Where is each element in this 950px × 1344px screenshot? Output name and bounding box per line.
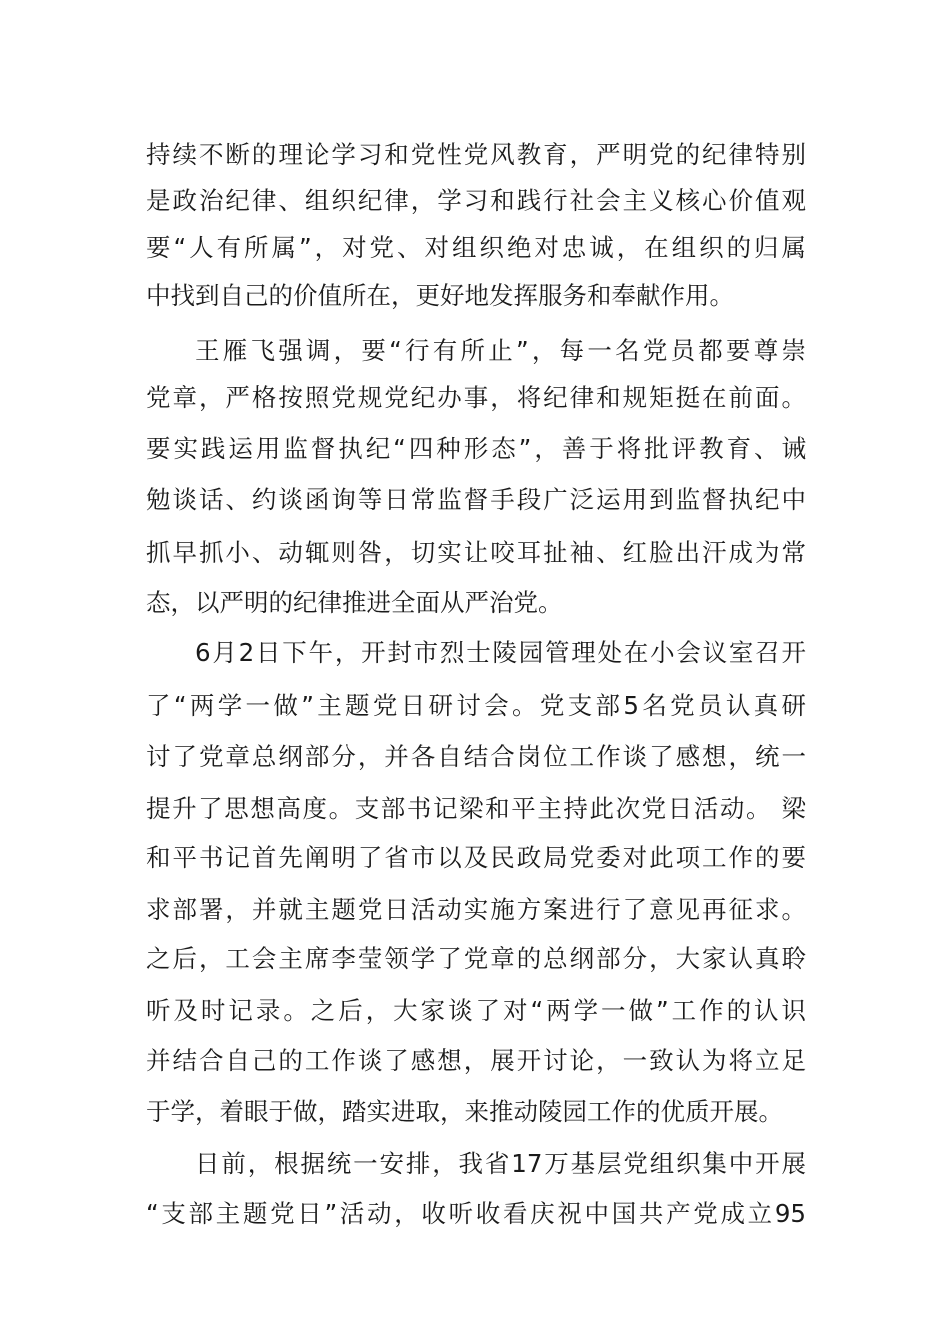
text-line: 态，以严明的纪律推进全面从严治党。 (146, 588, 563, 617)
text-line: 求部署，并就主题党日活动实施方案进行了意见再征求。 (146, 895, 806, 924)
text-line: 中找到自己的价值所在，更好地发挥服务和奉献作用。 (146, 281, 734, 310)
text-line: 党章，严格按照党规党纪办事，将纪律和规矩挺在前面。 (146, 383, 806, 412)
text-line: 勉谈话、约谈函询等日常监督手段广泛运用到监督执纪中 (146, 485, 806, 514)
text-line: 抓早抓小、动辄则咎，切实让咬耳扯袖、红脸出汗成为常 (146, 538, 806, 567)
text-line: 于学，着眼于做，踏实进取，来推动陵园工作的优质开展。 (146, 1097, 783, 1126)
text-line: 和平书记首先阐明了省市以及民政局党委对此项工作的要 (146, 843, 806, 872)
text-line: 之后，工会主席李莹领学了党章的总纲部分，大家认真聆 (146, 944, 806, 973)
text-line: 6月2日下午，开封市烈士陵园管理处在小会议室召开 (195, 638, 806, 667)
text-line: “支部主题党日”活动，收听收看庆祝中国共产党成立95 (146, 1199, 806, 1228)
text-line: 持续不断的理论学习和党性党风教育，严明党的纪律特别 (146, 140, 806, 169)
text-line: 了“两学一做”主题党日研讨会。党支部5名党员认真研 (146, 691, 806, 720)
text-line: 提升了思想高度。支部书记梁和平主持此次党日活动。 梁 (146, 794, 806, 823)
text-line: 是政治纪律、组织纪律，学习和践行社会主义核心价值观 (146, 186, 806, 215)
text-line: 听及时记录。之后，大家谈了对“两学一做”工作的认识 (146, 996, 806, 1025)
text-line: 要实践运用监督执纪“四种形态”，善于将批评教育、诫 (146, 434, 806, 463)
text-line: 日前，根据统一安排，我省17万基层党组织集中开展 (195, 1149, 806, 1178)
text-line: 要“人有所属”，对党、对组织绝对忠诚，在组织的归属 (146, 233, 806, 262)
text-line: 并结合自己的工作谈了感想，展开讨论，一致认为将立足 (146, 1046, 806, 1075)
text-line: 王雁飞强调，要“行有所止”，每一名党员都要尊崇 (195, 336, 806, 365)
text-line: 讨了党章总纲部分，并各自结合岗位工作谈了感想，统一 (146, 742, 806, 771)
